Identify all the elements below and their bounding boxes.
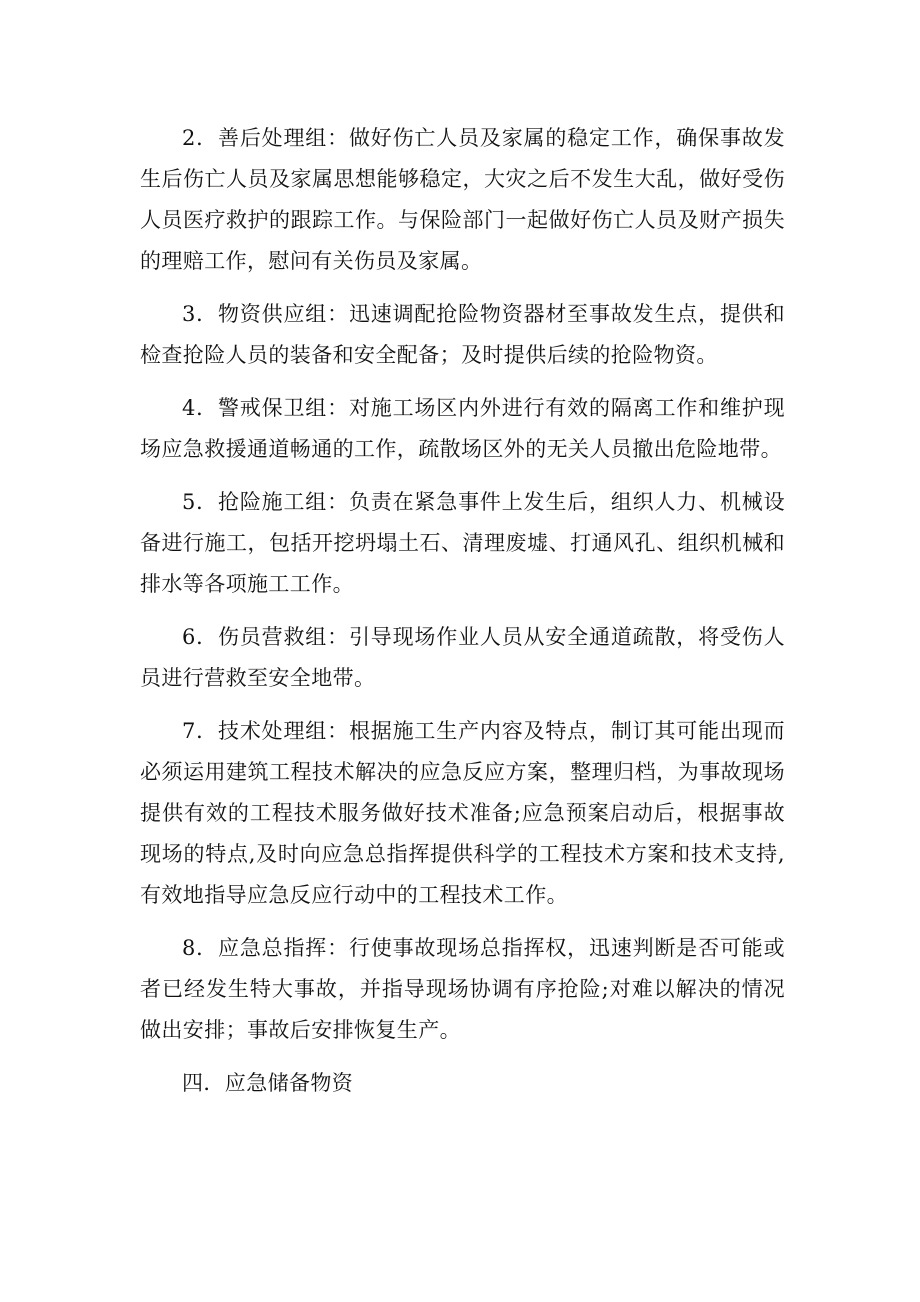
paragraph-casualty-rescue-team: 6．伤员营救组：引导现场作业人员从安全通道疏散，将受伤人员进行营救至安全地带。: [140, 625, 785, 690]
document-body: [140, 118, 785, 1104]
paragraph-rescue-construction-team: 5．抢险施工组：负责在紧急事件上发生后，组织人力、机械设备进行施工，包括开挖坍塌土石、清理废墟、打通风孔、组织机械和排水等各项施工工作。: [140, 490, 785, 596]
paragraph-technical-team: 7．技术处理组：根据施工生产内容及特点，制订其可能出现而必须运用建筑工程技术解决的应急反应方案，整理归档，为事故现场提供有效的工程技术服务做好技术准备;应急预案启动后，根据事故现场的特点,及时向应急总指挥提供科学的工程技术方案和技术支持,有效地指导应急反应行动中的工程技术工作。: [140, 719, 785, 907]
section-heading: 四．应急储备物资: [182, 1071, 354, 1095]
paragraph-security-team: 4．警戒保卫组：对施工场区内外进行有效的隔离工作和维护现场应急救援通道畅通的工作，疏散场区外的无关人员撤出危险地带。: [140, 396, 785, 461]
paragraph-emergency-commander: 8．应急总指挥：行使事故现场总指挥权，迅速判断是否可能或者已经发生特大事故，并指导现场协调有序抢险;对难以解决的情况做出安排；事故后安排恢复生产。: [140, 936, 785, 1042]
paragraph-aftermath-team: 2．善后处理组：做好伤亡人员及家属的稳定工作，确保事故发生后伤亡人员及家属思想能够稳定，大灾之后不发生大乱，做好受伤人员医疗救护的跟踪工作。与保险部门一起做好伤亡人员及财产损失的理赔工作，慰问有关伤员及家属。: [140, 126, 785, 273]
paragraph-supply-team: 3．物资供应组：迅速调配抢险物资器材至事故发生点，提供和检查抢险人员的装备和安全配备；及时提供后续的抢险物资。: [140, 302, 785, 367]
